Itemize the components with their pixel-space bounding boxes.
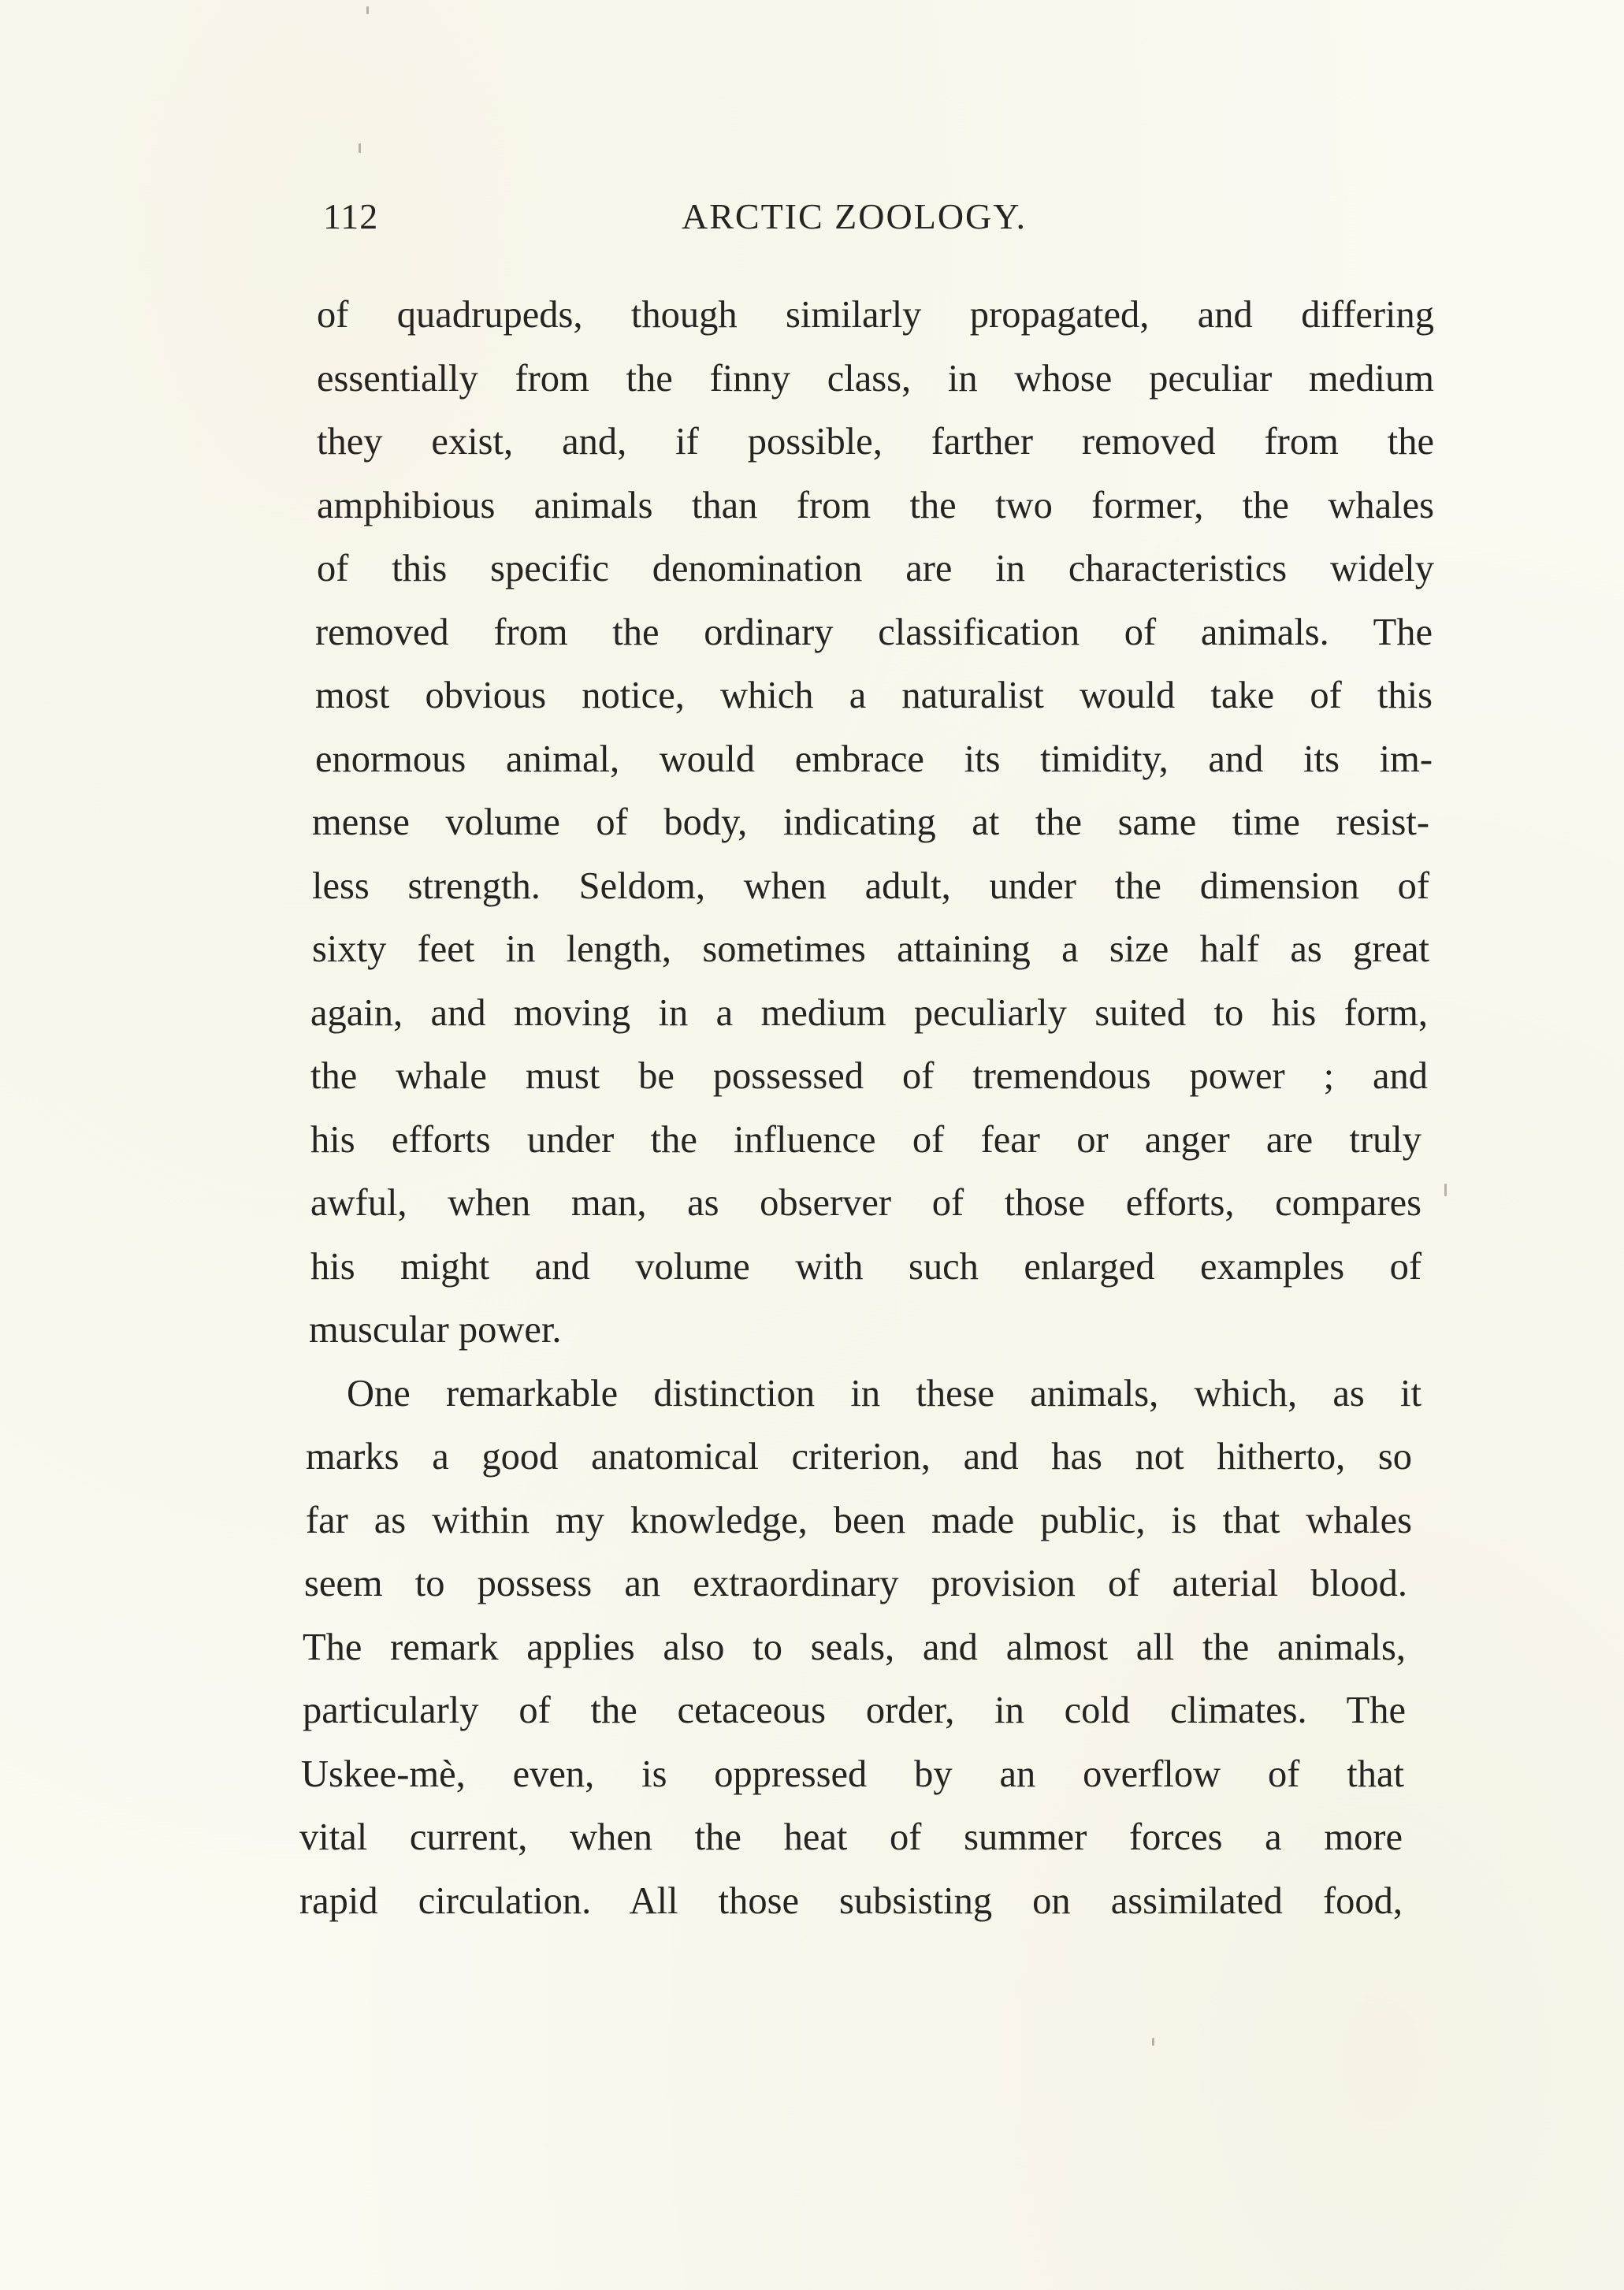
paragraph [299, 1362, 1434, 1934]
text-line: marks a good anatomical criterion, and has not hitherto, so [306, 1436, 1412, 1478]
running-title: ARCTIC ZOOLOGY. [682, 196, 1028, 236]
text-line: awful, when man, as observer of those efforts, compares [310, 1182, 1421, 1224]
paper-speck [1152, 2038, 1154, 2046]
paragraph [299, 284, 1434, 1362]
text-line: Uskee-mè, even, is oppressed by an overflow of that [301, 1753, 1404, 1795]
text-line: his might and volume with such enlarged examples of [310, 1245, 1421, 1288]
text-line: again, and moving in a medium peculiarly suited to his form, [310, 991, 1428, 1034]
running-head [323, 195, 1064, 251]
paper-speck [366, 6, 369, 14]
page-number: 112 [323, 196, 379, 236]
paper-speck [1444, 1184, 1447, 1196]
text-line: sixty feet in length, sometimes attaining a size half as great [312, 928, 1429, 970]
text-line: mense volume of body, indicating at the same time resist- [312, 801, 1429, 843]
text-line: the whale must be possessed of tremendous power ; and [310, 1055, 1428, 1097]
text-line: they exist, and, if possible, farther removed from the [317, 421, 1434, 463]
text-line: essentially from the finny class, in whose peculiar medium [317, 357, 1434, 400]
text-line: The remark applies also to seals, and almost all the animals, [303, 1626, 1406, 1668]
text-line: particularly of the cetaceous order, in cold climates. The [303, 1690, 1406, 1731]
text-line: vital current, when the heat of summer forces a more [299, 1816, 1403, 1858]
text-line: his efforts under the influence of fear or anger are truly [310, 1118, 1421, 1161]
text-line: most obvious notice, which a naturalist would take of this [315, 675, 1433, 716]
text-line: removed from the ordinary classification of animals. The [315, 611, 1433, 653]
text-line: far as within my knowledge, been made public, is that whales [306, 1499, 1412, 1541]
paper-speck [359, 143, 361, 153]
text-line: muscular power. [309, 1309, 562, 1351]
text-line: enormous animal, would embrace its timidity, and its im- [315, 738, 1433, 780]
text-line: less strength. Seldom, when adult, under the dimension of [312, 864, 1429, 907]
body-text [299, 284, 1434, 1933]
text-line: rapid circulation. All those subsisting on assimilated food, [299, 1879, 1403, 1922]
text-line: of quadrupeds, though similarly propagated, and differing [317, 294, 1434, 336]
text-line: One remarkable distinction in these animals, which, as it [347, 1372, 1421, 1415]
text-line: amphibious animals than from the two former, the whales [317, 484, 1434, 526]
text-line: of this specific denomination are in characteristics widely [317, 548, 1434, 589]
text-line: seem to possess an extraordinary provision of aıterial blood. [304, 1563, 1407, 1604]
